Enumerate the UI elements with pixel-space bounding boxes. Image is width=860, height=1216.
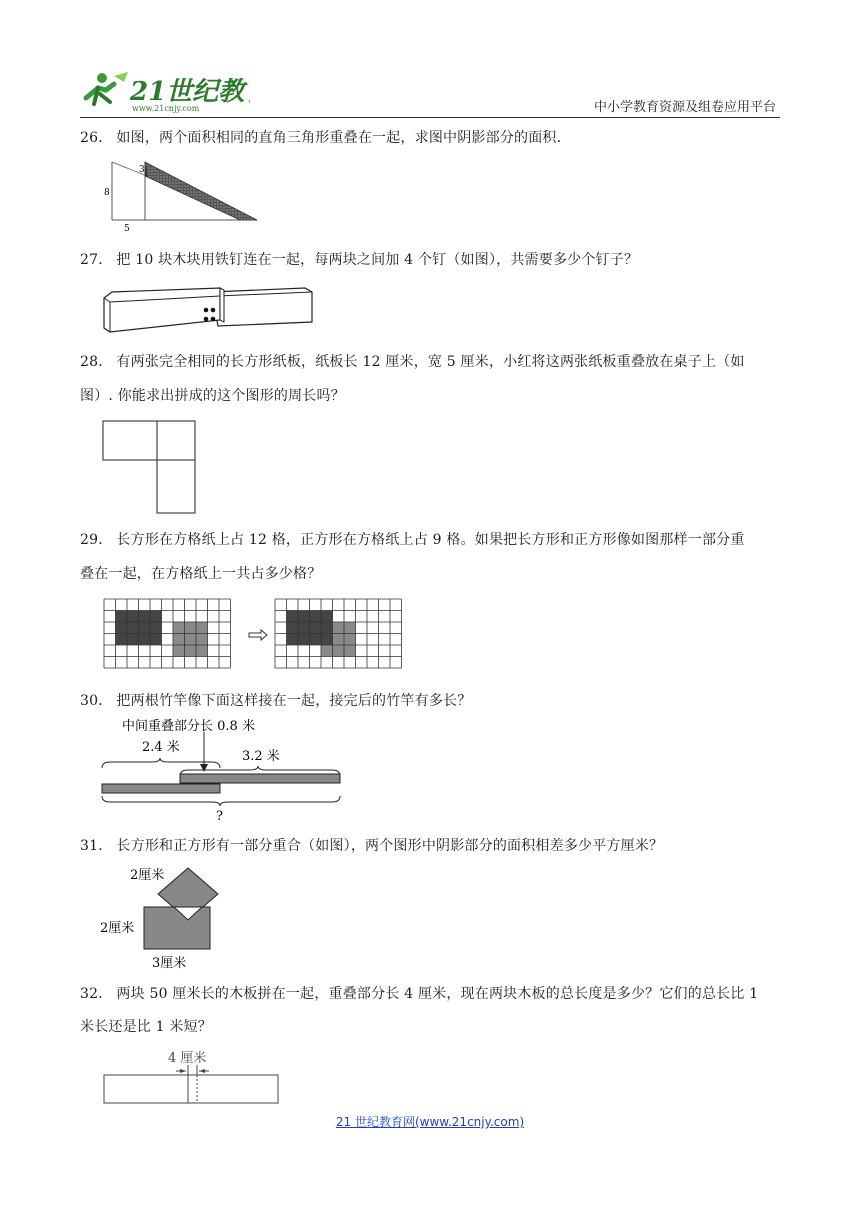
label-8: 8 — [104, 188, 110, 198]
question-text: 把两根竹竿像下面这样接在一起，接完后的竹竿有多长？ — [116, 693, 472, 709]
right-length-label: 3.2 米 — [242, 749, 280, 764]
question-31 — [80, 836, 780, 856]
nail-icon — [211, 317, 216, 322]
nail-icon — [211, 308, 216, 313]
rectangle — [144, 907, 210, 949]
question-text-line1: 长方形在方格纸上占 12 格，正方形在方格纸上占 9 格。如果把长方形和正方形像如图那样一部分重 — [116, 532, 745, 548]
arrow-right-icon — [249, 630, 267, 640]
figure-boards — [100, 1043, 285, 1111]
question-number: 30． — [80, 693, 113, 709]
logo-url-text: www.21cnjy.com — [132, 104, 200, 113]
figure-square-rectangle — [100, 860, 225, 979]
figure-grid-overlap — [103, 597, 413, 681]
right-pole — [180, 774, 340, 783]
question-number: 28． — [80, 354, 113, 370]
question-text-line2: 图）. 你能求出拼成的这个图形的周长吗？ — [80, 388, 345, 404]
footer-link[interactable]: 21 世纪教育网(www.21cnjy.com) — [335, 1115, 525, 1129]
site-logo — [80, 68, 250, 114]
question-text: 长方形和正方形有一部分重合（如图），两个图形中阴影部分的面积相差多少平方厘米？ — [116, 838, 664, 854]
nail-icon — [204, 308, 209, 313]
runner-icon — [86, 72, 128, 104]
figure-l-shape — [100, 418, 200, 520]
figure-wood-blocks — [100, 284, 315, 340]
question-text: 把 10 块木块用铁钉连在一起，每两块之间加 4 个钉（如图），共需要多少个钉子？ — [116, 252, 639, 268]
label-5: 5 — [124, 224, 130, 234]
question-text-line1: 两块 50 厘米长的木板拼在一起，重叠部分长 4 厘米，现在两块木板的总长度是多少？它们的总长比 1 — [116, 986, 759, 1002]
rect-height-label: 2厘米 — [100, 921, 135, 936]
left-length-label: 2.4 米 — [142, 740, 180, 755]
question-mark-label: ? — [216, 809, 223, 824]
question-32-line2 — [80, 1017, 780, 1037]
question-number: 26． — [80, 130, 113, 146]
label-3: 3 — [139, 165, 145, 175]
question-text: 如图，两个面积相同的直角三角形重叠在一起，求图中阴影部分的面积. — [116, 130, 562, 146]
question-32 — [80, 984, 780, 1004]
figure-overlapping-triangles — [100, 158, 265, 238]
rect-width-label: 3厘米 — [152, 956, 187, 971]
question-29 — [80, 530, 780, 550]
figure-bamboo-poles — [100, 716, 345, 828]
question-text-line2: 米长还是比 1 米短？ — [80, 1019, 213, 1035]
question-28-line2 — [80, 386, 780, 406]
question-number: 27． — [80, 252, 113, 268]
question-29-line2 — [80, 564, 780, 584]
header-divider — [80, 117, 780, 118]
overlap-label: 4 厘米 — [168, 1051, 207, 1066]
logo-text: 21世纪教 — [130, 77, 245, 107]
nail-icon — [204, 317, 209, 322]
question-number: 29． — [80, 532, 113, 548]
question-28 — [80, 352, 780, 372]
left-pole — [102, 784, 220, 793]
question-text-line2: 叠在一起，在方格纸上一共占多少格？ — [80, 566, 322, 582]
platform-name: 中小学教育资源及组卷应用平台 — [593, 100, 776, 115]
question-number: 32． — [80, 986, 113, 1002]
question-text-line1: 有两张完全相同的长方形纸板，纸板长 12 厘米，宽 5 厘米，小红将这两张纸板重叠放在桌子上（如 — [116, 354, 745, 370]
question-30 — [80, 691, 780, 711]
question-27 — [80, 250, 780, 270]
question-number: 31． — [80, 838, 113, 854]
square-side-label: 2厘米 — [130, 868, 165, 883]
overlap-label: 中间重叠部分长 0.8 米 — [122, 719, 255, 734]
footer — [0, 1113, 860, 1130]
question-26 — [80, 128, 780, 148]
